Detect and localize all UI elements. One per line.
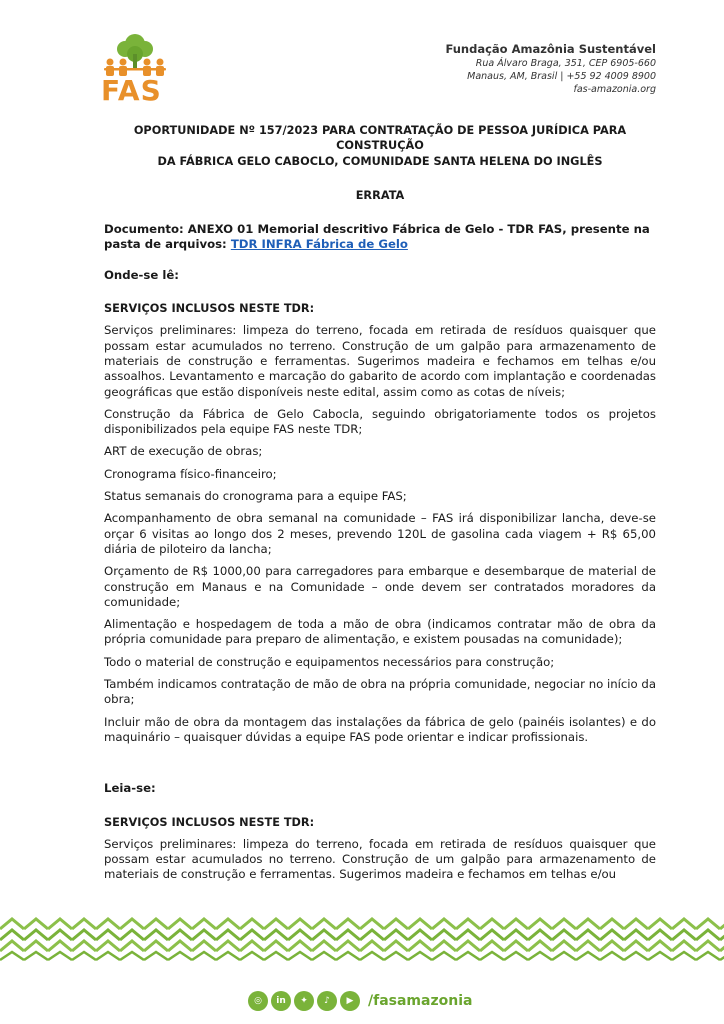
- service-item: ART de execução de obras;: [104, 444, 263, 459]
- service-item: Status semanais do cronograma para a equipe FAS;: [104, 489, 407, 504]
- zigzag-band: [0, 915, 724, 961]
- tdr-link[interactable]: TDR INFRA Fábrica de Gelo: [230, 237, 408, 252]
- onde-label: Onde-se lê:: [104, 267, 179, 282]
- org-info: [445, 42, 656, 96]
- service-item: Orçamento de R$ 1000,00 para carregadores para embarque e desembarque de material de construção em Manaus e na Comunidade – onde devem ser contratados moradores da comunidade;: [104, 564, 656, 609]
- service-item: Incluir mão de obra da montagem das instalações da fábrica de gelo (painéis isolantes) e do maquinário – quaisquer dúvidas a equipe FAS pode orientar e indicar profissionais.: [104, 714, 656, 744]
- youtube-icon[interactable]: ▶: [340, 991, 360, 1011]
- service-item: Serviços preliminares: limpeza do terreno, focada em retirada de resíduos quaisquer que possam estar acumulados no terreno. Construção de um galpão para armazenamento de materiais de construção e ferramentas. Sugerimos madeira e fechamos em telhas e/ou assoalhos. Levantamento e marcação do gabarito de acordo com implantação e coordenadas geográficas que estão disponíveis neste edital, assim como as cotas de níveis;: [104, 323, 656, 399]
- service-item: Acompanhamento de obra semanal na comunidade – FAS irá disponibilizar lancha, deve-se orçar 6 visitas ao longo dos 2 meses, prevendo 120L de gasolina cada viagem + R$ 65,00 diária de piloteiro da lancha;: [104, 511, 656, 556]
- service-item: Construção da Fábrica de Gelo Cabocla, seguindo obrigatoriamente todos os projetos disponibilizados pela equipe FAS neste TDR;: [104, 406, 656, 437]
- instagram-icon[interactable]: ◎: [248, 991, 268, 1011]
- services-heading-2: SERVIÇOS INCLUSOS NESTE TDR:: [104, 815, 315, 829]
- tiktok-icon[interactable]: ♪: [317, 991, 337, 1011]
- document-reference-text: Documento: ANEXO 01 Memorial descritivo Fábrica de Gelo - TDR FAS, presente na pasta de arquivos:: [104, 222, 650, 252]
- services-heading: SERVIÇOS INCLUSOS NESTE TDR:: [104, 302, 315, 316]
- doc-title-line-1: OPORTUNIDADE Nº 157/2023 PARA CONTRATAÇÃO DE PESSOA JURÍDICA PARA CONSTRUÇÃO: [133, 124, 627, 153]
- errata-heading: ERRATA: [355, 188, 405, 202]
- org-address-1: Rua Álvaro Braga, 351, CEP 6905-660: [475, 58, 656, 69]
- service-item: Cronograma físico-financeiro;: [104, 466, 277, 481]
- document-reference: [104, 222, 656, 253]
- org-website: fas-amazonia.org: [573, 84, 656, 95]
- social-handle[interactable]: /fasamazonia: [368, 993, 473, 1009]
- social-links: [248, 990, 472, 1012]
- org-address-2: Manaus, AM, Brasil | +55 92 4009 8900: [467, 71, 656, 82]
- service-item: Também indicamos contratação de mão de obra na própria comunidade, negociar no início da obra;: [104, 677, 656, 707]
- service-item: Todo o material de construção e equipamentos necessários para construção;: [104, 654, 555, 669]
- service-item: Alimentação e hospedagem de toda a mão de obra (indicamos contratar mão de obra da própria comunidade para preparo de alimentação, e existem pousadas na comunidade);: [104, 617, 656, 647]
- logo-text: FAS: [101, 74, 162, 107]
- org-name: Fundação Amazônia Sustentável: [445, 42, 656, 56]
- doc-title-line-2: DA FÁBRICA GELO CABOCLO, COMUNIDADE SANTA HELENA DO INGLÊS: [157, 154, 603, 168]
- service-item: Serviços preliminares: limpeza do terreno, focada em retirada de resíduos quaisquer que possam estar acumulados no terreno. Construção de um galpão para armazenamento de materiais de construção e ferramentas. Sugerimos madeira e fechamos em telhas e/ou: [104, 836, 656, 882]
- document-body: [104, 123, 656, 883]
- linkedin-icon[interactable]: in: [271, 991, 291, 1011]
- leia-label: Leia-se:: [104, 781, 156, 796]
- twitter-icon[interactable]: ✦: [294, 991, 314, 1011]
